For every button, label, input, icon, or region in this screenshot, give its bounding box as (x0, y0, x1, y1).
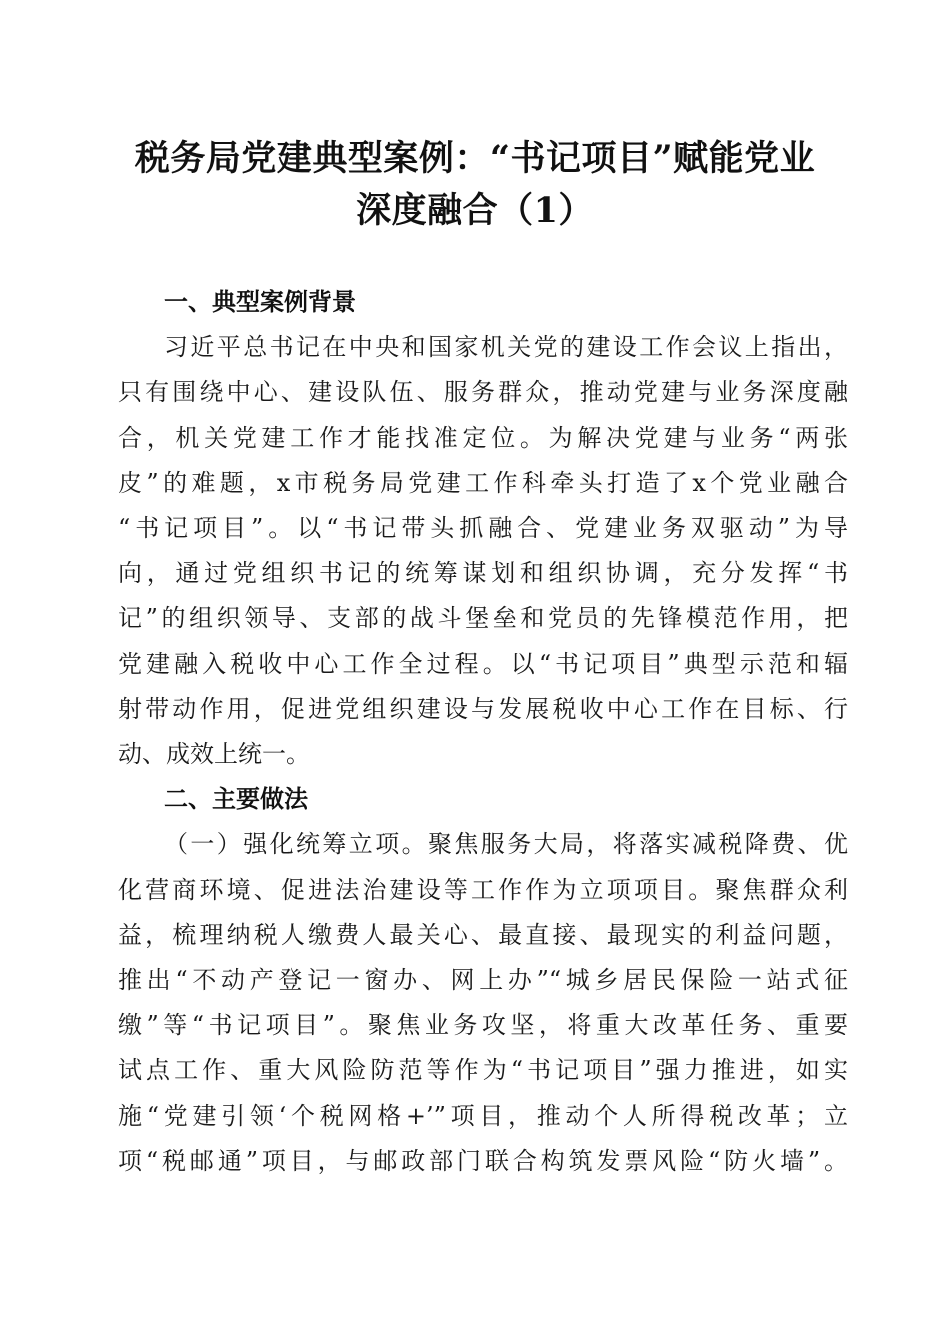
text-line: 试点工作、重大风险防范等作为“书记项目”强力推进，如实 (118, 1056, 848, 1085)
text-line: 向，通过党组织书记的统筹谋划和组织协调，充分发挥“书 (118, 559, 848, 588)
text-line: 习近平总书记在中央和国家机关党的建设工作会议上指出， (164, 333, 848, 362)
text-line: 项“税邮通”项目，与邮政部门联合构筑发票风险“防火墙”。 (118, 1146, 848, 1175)
text-line: 合，机关党建工作才能找准定位。为解决党建与业务“两张 (118, 423, 848, 452)
title-line: 深度融合（1） (356, 190, 594, 231)
section-heading-practices: 二、主要做法 (164, 785, 308, 814)
text-line: 推出“不动产登记一窗办、网上办”“城乡居民保险一站式征 (118, 966, 848, 995)
document-body (118, 280, 848, 1184)
text-line: 缴”等“书记项目”。聚焦业务攻坚，将重大改革任务、重要 (118, 1011, 848, 1040)
text-line: 施“党建引领‘个税网格+’”项目，推动个人所得税改革；立 (118, 1101, 848, 1130)
paragraph-practices (118, 822, 848, 1184)
text-line: 皮”的难题，x市税务局党建工作科牵头打造了x个党业融合 (118, 468, 848, 497)
text-line: 只有围绕中心、建设队伍、服务群众，推动党建与业务深度融 (118, 378, 848, 407)
document-title (100, 133, 850, 237)
text-line: 射带动作用，促进党组织建设与发展税收中心工作在目标、行 (118, 694, 848, 723)
text-line: 记”的组织领导、支部的战斗堡垒和党员的先锋模范作用，把 (118, 604, 848, 633)
text-line: 化营商环境、促进法治建设等工作作为立项项目。聚焦群众利 (118, 875, 848, 904)
text-line: 党建融入税收中心工作全过程。以“书记项目”典型示范和辐 (118, 649, 848, 678)
paragraph-background (118, 325, 848, 777)
text-line: “书记项目”。以“书记带头抓融合、党建业务双驱动”为导 (118, 514, 848, 543)
text-line: （一）强化统筹立项。聚焦服务大局，将落实减税降费、优 (164, 830, 848, 859)
text-line: 益，梳理纳税人缴费人最关心、最直接、最现实的利益问题， (118, 920, 848, 949)
title-line: 税务局党建典型案例：“书记项目”赋能党业 (134, 138, 816, 179)
text-line: 动、成效上统一。 (118, 740, 310, 769)
section-heading-background: 一、典型案例背景 (164, 288, 356, 316)
